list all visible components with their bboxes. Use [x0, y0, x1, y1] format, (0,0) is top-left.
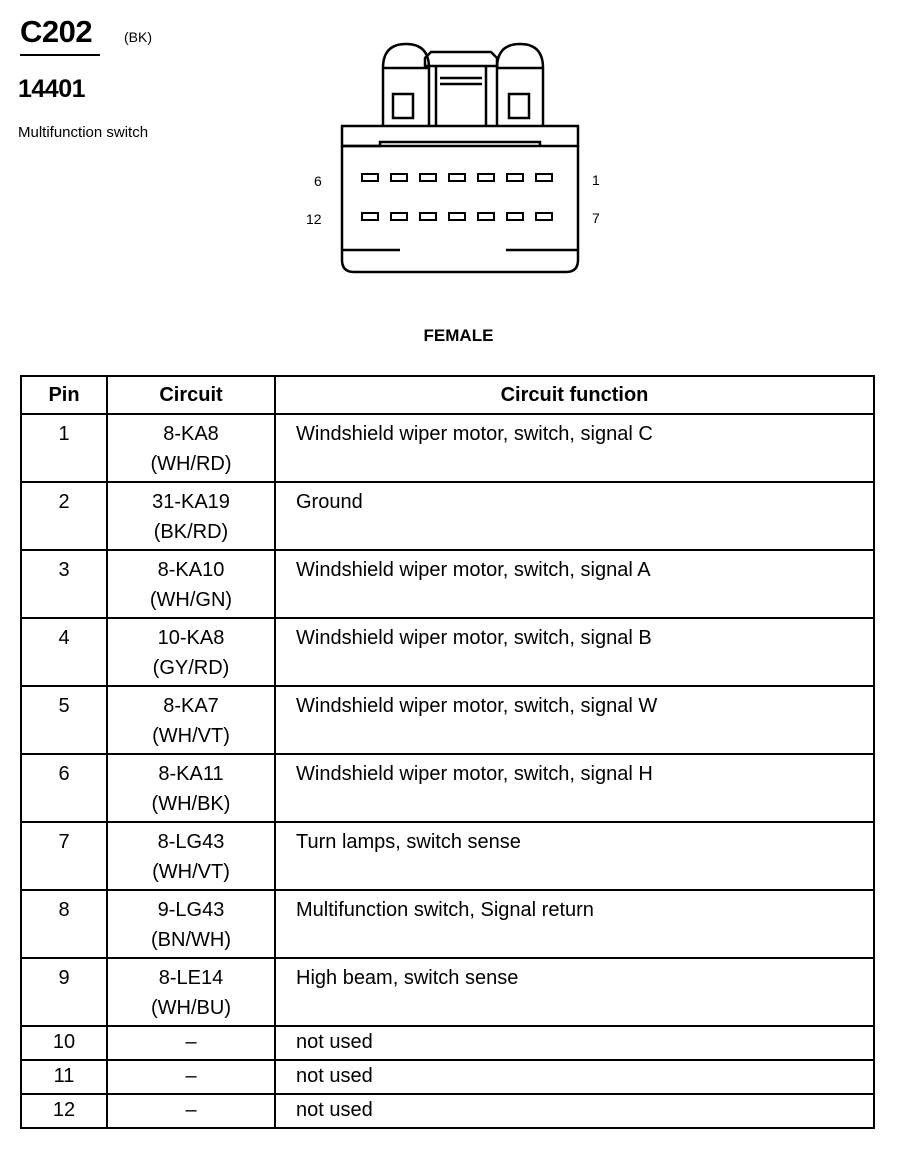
- pin-number-cell: 9: [21, 958, 107, 1026]
- circuit-number: 8-KA11: [158, 763, 224, 785]
- table-row: [21, 482, 874, 550]
- circuit-cell: [107, 890, 275, 958]
- circuit-cell: [107, 482, 275, 550]
- circuit-cell: [107, 686, 275, 754]
- circuit-cell: [107, 618, 275, 686]
- pin-number-cell: 3: [21, 550, 107, 618]
- connector-id-underline: [20, 54, 100, 56]
- pin-number-cell: 10: [21, 1026, 107, 1060]
- pin-label-12: 12: [306, 211, 322, 227]
- connector-gender-label: FEMALE: [423, 326, 494, 345]
- wire-color: (WH/GN): [149, 589, 233, 611]
- table-row: [21, 686, 874, 754]
- circuit-function-cell: Windshield wiper motor, switch, signal C: [275, 414, 874, 482]
- pin-label-6: 6: [314, 173, 322, 189]
- circuit-number: –: [185, 1099, 197, 1121]
- table-row: [21, 1094, 874, 1128]
- pin-label-7: 7: [592, 210, 600, 226]
- circuit-number: 10-KA8: [157, 627, 225, 649]
- circuit-cell: [107, 1094, 275, 1128]
- wire-color: (WH/VT): [152, 861, 230, 883]
- wire-color: (WH/BK): [151, 793, 231, 815]
- circuit-function-cell: Turn lamps, switch sense: [275, 822, 874, 890]
- circuit-function-cell: Windshield wiper motor, switch, signal W: [275, 686, 874, 754]
- circuit-cell: [107, 958, 275, 1026]
- circuit-number: 8-LG43: [157, 831, 225, 853]
- circuit-function-cell: not used: [275, 1094, 874, 1128]
- column-header-pin: Pin: [21, 376, 107, 414]
- pin-number-cell: 4: [21, 618, 107, 686]
- circuit-cell: [107, 822, 275, 890]
- circuit-function-cell: not used: [275, 1026, 874, 1060]
- circuit-number: 8-LE14: [158, 967, 224, 989]
- circuit-number: 8-KA7: [163, 695, 219, 717]
- pin-number-cell: 2: [21, 482, 107, 550]
- table-row: [21, 958, 874, 1026]
- circuit-cell: [107, 550, 275, 618]
- circuit-number: –: [185, 1065, 197, 1087]
- circuit-number: 8-KA8: [163, 423, 219, 445]
- wire-color: (BK/RD): [153, 521, 229, 543]
- table-row: [21, 890, 874, 958]
- pin-label-1: 1: [592, 172, 600, 188]
- circuit-function-cell: Windshield wiper motor, switch, signal A: [275, 550, 874, 618]
- table-row: [21, 414, 874, 482]
- pin-number-cell: 6: [21, 754, 107, 822]
- wire-color: (WH/VT): [152, 725, 230, 747]
- circuit-cell: [107, 754, 275, 822]
- table-row: [21, 618, 874, 686]
- connector-face-diagram: [300, 38, 600, 278]
- pin-number-cell: 5: [21, 686, 107, 754]
- circuit-function-cell: Windshield wiper motor, switch, signal H: [275, 754, 874, 822]
- table-row: [21, 822, 874, 890]
- circuit-cell: [107, 1060, 275, 1094]
- wire-color: (WH/RD): [150, 453, 232, 475]
- wire-color: (BN/WH): [151, 929, 231, 951]
- wire-color: (WH/BU): [151, 997, 231, 1019]
- table-row: [21, 1026, 874, 1060]
- circuit-function-cell: High beam, switch sense: [275, 958, 874, 1026]
- circuit-function-cell: Windshield wiper motor, switch, signal B: [275, 618, 874, 686]
- connector-id: C202: [20, 14, 93, 49]
- circuit-number: –: [185, 1031, 197, 1053]
- circuit-function-cell: Ground: [275, 482, 874, 550]
- circuit-cell: [107, 1026, 275, 1060]
- pin-number-cell: 8: [21, 890, 107, 958]
- pin-number-cell: 1: [21, 414, 107, 482]
- circuit-number: 8-KA10: [157, 559, 225, 581]
- component-description: Multifunction switch: [18, 124, 149, 141]
- column-header-circuit-function: Circuit function: [275, 376, 874, 414]
- circuit-function-cell: not used: [275, 1060, 874, 1094]
- circuit-cell: [107, 414, 275, 482]
- table-row: [21, 1060, 874, 1094]
- circuit-number: 9-LG43: [157, 899, 225, 921]
- part-number: 14401: [18, 75, 86, 103]
- circuit-function-cell: Multifunction switch, Signal return: [275, 890, 874, 958]
- column-header-circuit: Circuit: [107, 376, 275, 414]
- table-header-row: [21, 376, 874, 414]
- pinout-table: [20, 375, 875, 1129]
- table-row: [21, 754, 874, 822]
- circuit-number: 31-KA19: [152, 491, 230, 513]
- pin-number-cell: 11: [21, 1060, 107, 1094]
- pin-number-cell: 7: [21, 822, 107, 890]
- table-row: [21, 550, 874, 618]
- connector-color-code: (BK): [124, 29, 152, 45]
- pin-number-cell: 12: [21, 1094, 107, 1128]
- wire-color: (GY/RD): [152, 657, 230, 679]
